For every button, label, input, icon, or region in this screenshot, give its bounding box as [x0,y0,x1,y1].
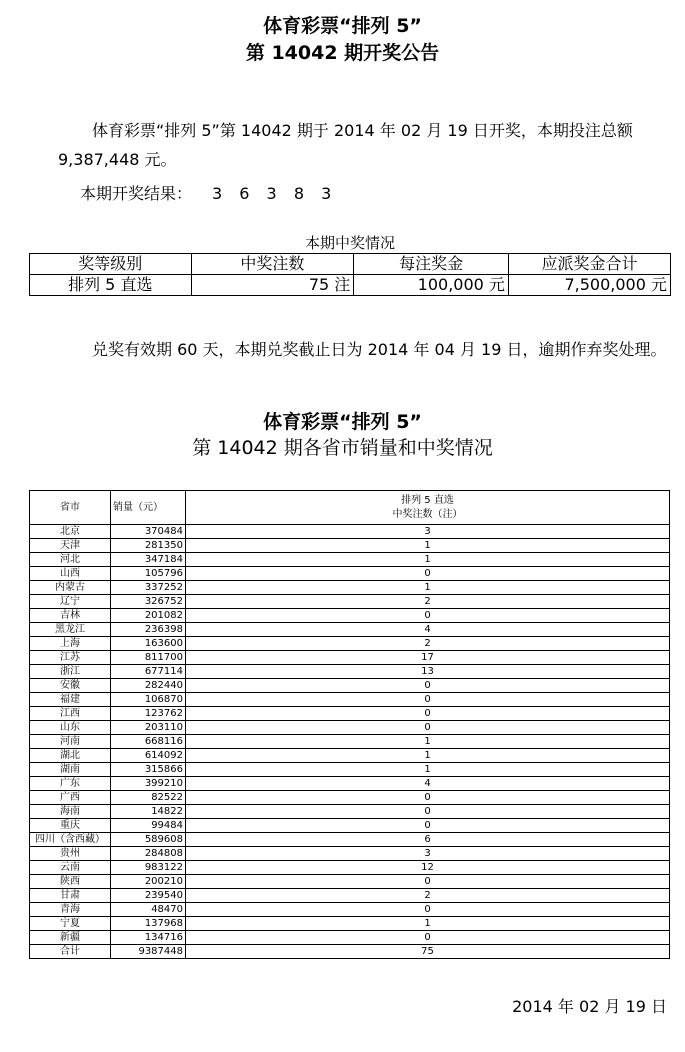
province-sales: 668116 [111,735,186,749]
province-name: 贵州 [30,847,111,861]
province-row [30,623,670,637]
province-sales: 347184 [111,553,186,567]
province-winners: 0 [186,805,670,819]
province-row [30,931,670,945]
header-winners-line2: 中奖注数（注） [392,508,463,520]
province-winners: 2 [186,889,670,903]
province-name: 安徽 [30,679,111,693]
province-row [30,791,670,805]
province-winners: 0 [186,707,670,721]
prize-table-row [30,275,671,296]
province-winners: 3 [186,525,670,539]
header-winners [186,491,670,525]
header-province: 省市 [30,491,111,525]
province-name: 上海 [30,637,111,651]
province-name: 湖南 [30,763,111,777]
province-sales: 337252 [111,581,186,595]
province-sales: 203110 [111,721,186,735]
province-sales: 614092 [111,749,186,763]
province-winners: 0 [186,791,670,805]
draw-result [80,181,337,204]
province-row [30,525,670,539]
province-winners: 0 [186,931,670,945]
province-row [30,833,670,847]
province-name: 江西 [30,707,111,721]
province-row [30,707,670,721]
province-sales: 399210 [111,777,186,791]
province-sales: 315866 [111,763,186,777]
province-winners: 6 [186,833,670,847]
province-winners: 75 [186,945,670,959]
province-name: 山西 [30,567,111,581]
announcement-title-line2: 第 14042 期开奖公告 [245,42,440,64]
province-row [30,567,670,581]
province-sales: 983122 [111,861,186,875]
province-sales: 137968 [111,917,186,931]
province-name: 河南 [30,735,111,749]
province-name: 山东 [30,721,111,735]
province-row [30,763,670,777]
province-sales: 811700 [111,651,186,665]
prize-level: 排列 5 直选 [30,275,192,296]
province-name: 福建 [30,693,111,707]
province-row [30,665,670,679]
prize-table [29,253,671,296]
province-sales: 163600 [111,637,186,651]
province-row [30,945,670,959]
province-row [30,581,670,595]
province-name: 广东 [30,777,111,791]
header-winners-line1: 排列 5 直选 [401,494,454,506]
province-sales: 123762 [111,707,186,721]
header-per-prize: 每注奖金 [354,254,509,275]
announcement-title-line1: 体育彩票“排列 5” [263,15,422,37]
header-count: 中奖注数 [191,254,354,275]
province-name: 天津 [30,539,111,553]
province-row [30,553,670,567]
province-winners: 0 [186,693,670,707]
province-winners: 0 [186,721,670,735]
province-name: 黑龙江 [30,623,111,637]
province-name: 海南 [30,805,111,819]
province-name: 新疆 [30,931,111,945]
header-level: 奖等级别 [30,254,192,275]
province-row [30,889,670,903]
province-winners: 1 [186,553,670,567]
province-winners: 3 [186,847,670,861]
prize-count: 75 注 [191,275,354,296]
province-sales: 282440 [111,679,186,693]
province-winners: 0 [186,567,670,581]
prize-table-caption: 本期中奖情况 [304,234,395,252]
province-winners: 0 [186,875,670,889]
province-row [30,805,670,819]
province-sales: 99484 [111,819,186,833]
province-name: 江苏 [30,651,111,665]
province-winners: 4 [186,623,670,637]
result-label: 本期开奖结果： [80,184,193,203]
province-name: 云南 [30,861,111,875]
province-name: 合计 [30,945,111,959]
province-winners: 12 [186,861,670,875]
province-sales: 200210 [111,875,186,889]
province-sales: 239540 [111,889,186,903]
province-name: 陕西 [30,875,111,889]
section2-title-line1: 体育彩票“排列 5” [263,411,422,433]
province-sales: 82522 [111,791,186,805]
province-sales: 48470 [111,903,186,917]
province-winners: 0 [186,609,670,623]
prize-table-header [30,254,671,275]
province-name: 湖北 [30,749,111,763]
province-row [30,595,670,609]
province-winners: 13 [186,665,670,679]
announcement-paragraph: 体育彩票“排列 5”第 14042 期于 2014 年 02 月 19 日开奖，本期投注总额 9,387,448 元。 [58,121,633,169]
province-sales: 326752 [111,595,186,609]
province-row [30,875,670,889]
province-sales: 9387448 [111,945,186,959]
province-winners: 0 [186,903,670,917]
province-sales: 14822 [111,805,186,819]
province-sales: 370484 [111,525,186,539]
section2-title-line2: 第 14042 期各省市销量和中奖情况 [192,437,493,459]
province-name: 吉林 [30,609,111,623]
province-row [30,903,670,917]
province-winners: 1 [186,539,670,553]
province-row [30,847,670,861]
province-sales: 284808 [111,847,186,861]
province-winners: 1 [186,763,670,777]
province-row [30,735,670,749]
province-sales-table [29,490,670,959]
province-name: 重庆 [30,819,111,833]
province-row [30,539,670,553]
province-winners: 4 [186,777,670,791]
province-winners: 1 [186,917,670,931]
province-winners: 2 [186,637,670,651]
header-total: 应派奖金合计 [508,254,670,275]
province-row [30,637,670,651]
province-winners: 2 [186,595,670,609]
prize-per-amount: 100,000 元 [354,275,509,296]
province-row [30,917,670,931]
province-sales: 134716 [111,931,186,945]
province-name: 浙江 [30,665,111,679]
province-name: 四川（含西藏） [30,833,111,847]
province-sales: 106870 [111,693,186,707]
province-row [30,749,670,763]
province-sales: 589608 [111,833,186,847]
redemption-notice: 兑奖有效期 60 天，本期兑奖截止日为 2014 年 04 月 19 日，逾期作弃奖处理。 [92,340,667,359]
header-sales: 销量（元） [111,491,186,525]
province-name: 宁夏 [30,917,111,931]
province-name: 广西 [30,791,111,805]
province-winners: 1 [186,749,670,763]
province-row [30,721,670,735]
province-row [30,861,670,875]
province-row [30,693,670,707]
province-row [30,679,670,693]
province-name: 青海 [30,903,111,917]
province-name: 辽宁 [30,595,111,609]
prize-total-amount: 7,500,000 元 [508,275,670,296]
province-sales: 281350 [111,539,186,553]
province-name: 内蒙古 [30,581,111,595]
announcement-date: 2014 年 02 月 19 日 [512,997,667,1016]
province-sales: 201082 [111,609,186,623]
province-row [30,651,670,665]
province-sales: 677114 [111,665,186,679]
province-sales: 236398 [111,623,186,637]
province-winners: 1 [186,581,670,595]
province-name: 河北 [30,553,111,567]
province-row [30,777,670,791]
province-name: 北京 [30,525,111,539]
province-winners: 1 [186,735,670,749]
province-sales: 105796 [111,567,186,581]
province-winners: 0 [186,819,670,833]
province-row [30,819,670,833]
province-table-header [30,491,670,525]
province-row [30,609,670,623]
province-winners: 17 [186,651,670,665]
result-numbers: 3 6 3 8 3 [212,184,338,203]
province-winners: 0 [186,679,670,693]
province-name: 甘肃 [30,889,111,903]
